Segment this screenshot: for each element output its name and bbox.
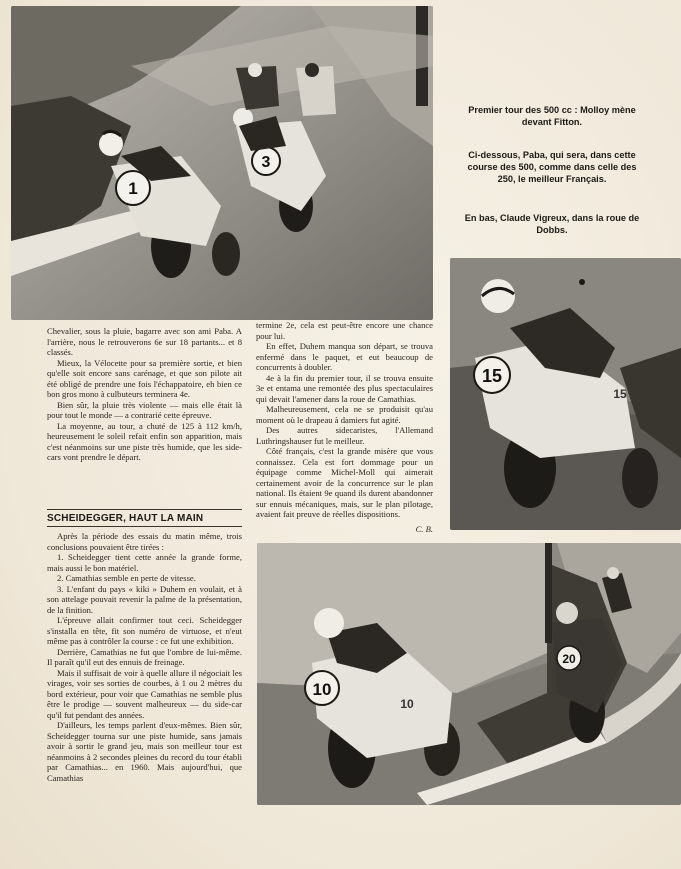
caption-vigreux: En bas, Claude Vigreux, dans la roue de Dobbs. (464, 213, 640, 235)
plate-number-20: 20 (562, 652, 576, 666)
paragraph: 1. Scheidegger tient cette année la grande forme, mais aussi le bon matériel. (47, 552, 242, 573)
paragraph: Chevalier, sous la pluie, bagarre avec son ami Paba. A l'arrière, nous le retrouverons 6e sur 18 partants... et 8 classés. (47, 326, 242, 357)
paragraph: Malheureusement, cela ne se produisit qu'au moment où le drapeau à damiers fut agité. (256, 404, 433, 425)
plate-number-10-side: 10 (400, 697, 414, 711)
paragraph: D'ailleurs, les temps parlent d'eux-mêmes. Bien sûr, Scheidegger tourna sur une piste humide, sans jamais avoir à sortir le grand jeu, mais son meilleur tour est néanmoins à 2 secondes pleines du record du tour établi par Camathias... en 1960. Mais aujourd'hui, que Camathias (47, 720, 242, 783)
paragraph: Après la période des essais du matin même, trois conclusions pouvaient être tirées : (47, 531, 242, 552)
caption-molloy: Premier tour des 500 cc : Molloy mène devant Fitton. (468, 105, 636, 127)
caption-paba: Ci-dessous, Paba, qui sera, dans cette course des 500, comme dans celle des 250, le meilleur Français. (467, 150, 637, 184)
paragraph: Mais il suffisait de voir à quelle allure il négociait les virages, voir ses sorties de courbes, à 1 ou 2 mètres du bord extérieur, pour voir que Camathias ne semble plus être le prodige — souvent malheureux — du side-car qu'il fut pendant des années. (47, 667, 242, 720)
paragraph: L'épreuve allait confirmer tout ceci. Scheidegger s'installa en tête, fit son numéro de virtuose, et n'eut même pas à contrôler la course : ce fut une exhibition. (47, 615, 242, 646)
photo-vigreux-dobbs (257, 543, 681, 805)
paragraph: En effet, Duhem manqua son départ, se trouva enfermé dans le paquet, et eut beaucoup de concurrents à doubler. (256, 341, 433, 372)
paragraph: Des autres sidecaristes, l'Allemand Luthringshauser fut le meilleur. (256, 425, 433, 446)
paragraph: 2. Camathias semble en perte de vitesse. (57, 573, 196, 583)
plate-number-15: 15 (481, 366, 503, 386)
paragraph: La moyenne, au tour, a chuté de 125 à 112 km/h, heureusement le soleil refait enfin son apparition, mais c'est néanmoins sur une piste très humide, que les side-cars vont prendre le départ. (47, 420, 242, 462)
author-signature: C. B. (415, 523, 433, 534)
paragraph: Derrière, Camathias ne fut que l'ombre de lui-même. Il paraît qu'il eut des ennuis de freinage. (47, 646, 242, 667)
plate-number-15-side: 15 (613, 387, 627, 401)
section-heading: SCHEIDEGGER, HAUT LA MAIN (47, 509, 242, 527)
plate-number-10: 10 (312, 680, 332, 699)
article-column-b (47, 531, 242, 783)
paragraph: termine 2e, cela est peut-être encore une chance pour lui. (256, 320, 433, 341)
paragraph: 4e à la fin du premier tour, il se trouva ensuite 3e et entama une remontée des plus spectaculaires qui devait l'amener dans la roue de Camathias. (256, 372, 433, 404)
photo-molloy-fitton (11, 6, 433, 320)
article-column-c (256, 320, 433, 534)
plate-number-3: 3 (261, 154, 271, 171)
paragraph: Côté français, c'est la grande misère que vous connaissez. Cela est fort dommage pour un équipage comme Michel-Moll qui aimerait certainement avoir de la concurrence sur le plan national. Ils étaient 9e quand ils durent abandonner sur ennuis mécaniques, mais, sur le plan pilotage, avaient fait preuve de réelles dispositions. (256, 446, 433, 519)
paragraph: 3. L'enfant du pays « kiki » Duhem en voulait, et à son attelage pouvait revenir la palme de la présentation, de la finition. (47, 583, 242, 615)
paragraph: Mieux, la Vélocette pour sa première sortie, et bien qu'elle soit encore sans carénage, et que son pilote ait été obligé de prendre une fois l'échappatoire, eh bien ce bon gros mono à culbuteurs terminera 4e. (47, 357, 242, 399)
photo-paba (450, 258, 681, 530)
paragraph: Bien sûr, la pluie très violente — mais elle était là pour tout le monde — a contrarié cette épreuve. (47, 399, 242, 420)
article-column-a (47, 326, 242, 463)
plate-number-1: 1 (128, 179, 138, 198)
